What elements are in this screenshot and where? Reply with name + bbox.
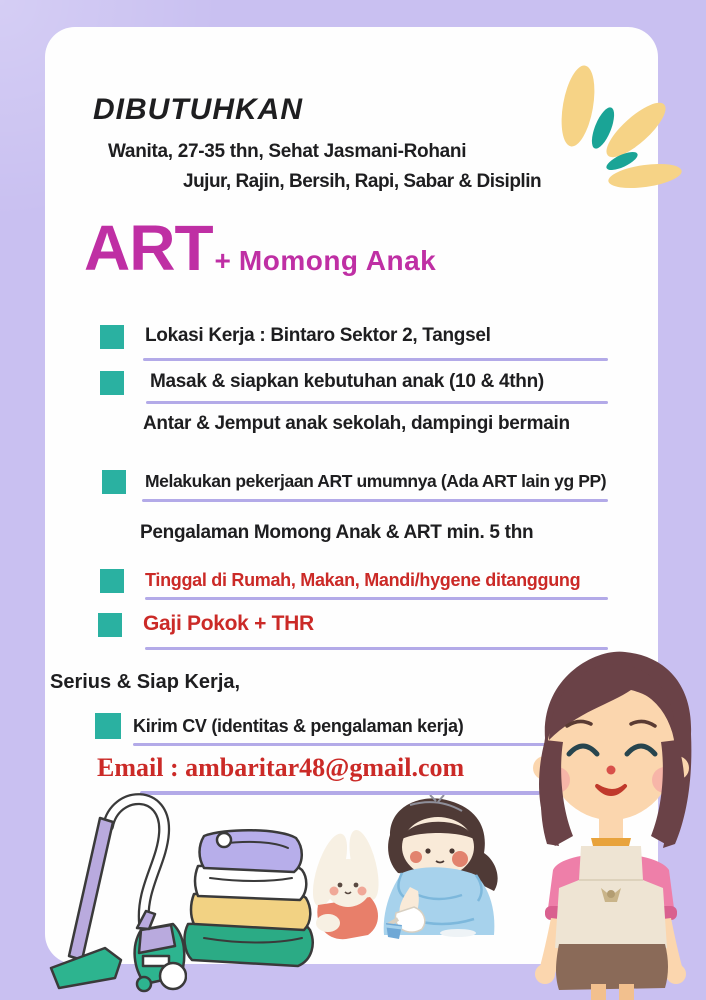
bullet-square-icon (100, 325, 124, 349)
requirement-text: Pengalaman Momong Anak & ART min. 5 thn (140, 522, 534, 543)
underline-rule (145, 597, 608, 600)
underline-rule (143, 358, 608, 361)
vacuum-cleaner-icon (45, 788, 187, 995)
bullet-square-icon (100, 569, 124, 593)
bullet-square-icon (100, 371, 124, 395)
bullet-square-icon (95, 713, 121, 739)
housekeeper-woman-icon (515, 648, 706, 1000)
requirement-row (100, 321, 491, 351)
requirement-row (140, 518, 533, 548)
requirement-row (98, 609, 314, 639)
subtitle-line-1: Wanita, 27-35 thn, Sehat Jasmani-Rohani (108, 141, 467, 162)
role-plus-sign: + (214, 245, 231, 276)
cv-row-label: Kirim CV (identitas & pengalaman kerja) (133, 716, 464, 736)
underline-rule (142, 499, 608, 502)
requirement-row (143, 409, 570, 439)
requirement-text: Tinggal di Rumah, Makan, Mandi/hygene ditanggung (145, 570, 581, 590)
requirement-text: Melakukan pekerjaan ART umumnya (Ada ART lain yg PP) (145, 471, 607, 491)
closing-line: Serius & Siap Kerja, (50, 671, 241, 693)
role-suffix-label: Momong Anak (238, 245, 437, 276)
role-heading (84, 212, 437, 284)
page-title: DIBUTUHKAN (93, 93, 303, 126)
requirement-row (100, 565, 580, 595)
requirement-text: Lokasi Kerja : Bintaro Sektor 2, Tangsel (145, 325, 491, 346)
requirement-text: Gaji Pokok + THR (143, 612, 314, 635)
requirement-row (102, 466, 606, 496)
subtitle-line-2: Jujur, Rajin, Bersih, Rapi, Sabar & Disiplin (183, 171, 542, 192)
bullet-square-icon (102, 470, 126, 494)
burst-decoration-icon (548, 58, 693, 193)
email-address[interactable]: Email : ambaritar48@gmail.com (97, 753, 465, 782)
girl-with-bunny-icon (298, 795, 536, 945)
requirement-text: Antar & Jemput anak sekolah, dampingi bermain (143, 413, 570, 434)
requirement-text: Masak & siapkan kebutuhan anak (10 & 4thn) (150, 371, 544, 392)
underline-rule (146, 401, 608, 404)
cv-row (95, 711, 463, 741)
bullet-square-icon (98, 613, 122, 637)
role-art-label: ART (84, 212, 213, 284)
requirement-row (100, 367, 544, 397)
